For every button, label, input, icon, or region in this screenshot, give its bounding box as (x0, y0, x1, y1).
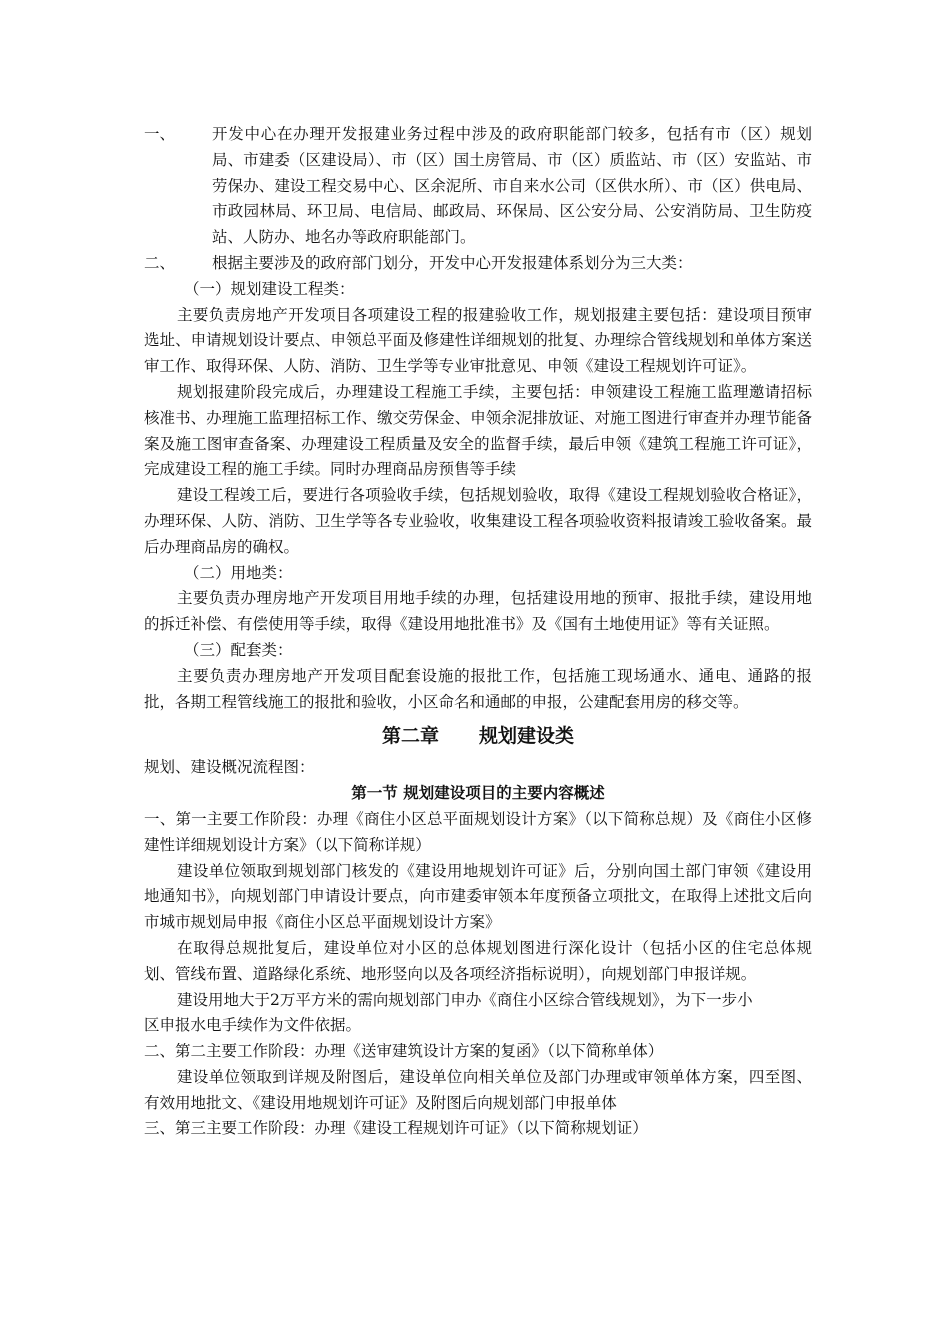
category-heading: （二）用地类： (184, 563, 293, 582)
document-body (144, 122, 812, 1142)
chapter-number: 第二章 (381, 725, 439, 748)
stage-title: 二、第二主要工作阶段：办理《送审建筑设计方案的复函》（以下简称单体） (144, 1042, 664, 1061)
paragraph: 建设工程竣工后，要进行各项验收手续，包括规划验收，取得《建设工程规划验收合格证》，办理环保、人防、消防、卫生学等各专业验收，收集建设工程各项验收资料报请竣工验收备案。最后办理商品房的确权。 (144, 486, 812, 556)
item-number: 一、 (144, 125, 176, 143)
chapter-heading (144, 721, 812, 751)
chapter-title: 规划建设类 (479, 725, 575, 748)
paragraph: 建设用地大于2万平方米的需向规划部门申办《商住小区综合管线规划》，为下一步小 (177, 990, 753, 1009)
paragraph: 规划报建阶段完成后，办理建设工程施工手续，主要包括：申领建设工程施工监理邀请招标核准书、办理施工监理招标工作、缴交劳保金、申领余泥排放证、对施工图进行审查并办理节能备案及施工图审查备案、办理建设工程质量及安全的监督手续，最后申领《建筑工程施工许可证》，完成建设工程的施工手续。同时办理商品房预售等手续 (144, 382, 812, 479)
category-heading: （三）配套类： (184, 640, 293, 659)
paragraph: 建设单位领取到详规及附图后，建设单位向相关单位及部门办理或审领单体方案，四至图、有效用地批文、《建设用地规划许可证》及附图后向规划部门申报单体 (144, 1067, 812, 1112)
stage-title: 一、第一主要工作阶段：办理《商住小区总平面规划设计方案》（以下简称总规）及《商住小区修建性详细规划设计方案》（以下简称详规） (144, 809, 812, 854)
item-text: 开发中心在办理开发报建业务过程中涉及的政府职能部门较多，包括有市（区）规划局、市建委（区建设局）、市（区）国土房管局、市（区）质监站、市（区）安监站、市劳保办、建设工程交易中心、区余泥所、市自来水公司（区供水所）、市（区）供电局、市政园林局、环卫局、电信局、邮政局、环保局、区公安分局、公安消防局、卫生防疫站、人防办、地名办等政府职能部门。 (212, 125, 812, 247)
item-number: 二、 (144, 253, 176, 272)
stage-title: 三、第三主要工作阶段：办理《建设工程规划许可证》（以下简称规划证） (144, 1119, 648, 1138)
item-text: 根据主要涉及的政府部门划分，开发中心开发报建体系划分为三大类： (212, 253, 693, 272)
flowchart-label: 规划、建设概况流程图： (144, 758, 315, 777)
paragraph: 主要负责办理房地产开发项目配套设施的报批工作，包括施工现场通水、通电、通路的报批，各期工程管线施工的报批和验收，小区命名和通邮的申报，公建配套用房的移交等。 (144, 666, 812, 711)
item-2 (144, 251, 812, 277)
paragraph: 区申报水电手续作为文件依据。 (144, 1016, 362, 1035)
item-1 (144, 122, 812, 251)
category-heading: （一）规划建设工程类： (184, 279, 355, 298)
section-heading: 第一节 规划建设项目的主要内容概述 (351, 784, 605, 803)
paragraph: 主要负责房地产开发项目各项建设工程的报建验收工作，规划报建主要包括：建设项目预审选址、申请规划设计要点、申领总平面及修建性详细规划的批复、办理综合管线规划和单体方案送审工作、取得环保、人防、消防、卫生学等专业审批意见、申领《建设工程规划许可证》。 (144, 305, 812, 376)
paragraph: 主要负责办理房地产开发项目用地手续的办理，包括建设用地的预审、报批手续，建设用地的拆迁补偿、有偿使用等手续，取得《建设用地批准书》及《国有土地使用证》等有关证照。 (144, 589, 812, 634)
paragraph: 建设单位领取到规划部门核发的《建设用地规划许可证》后，分别向国土部门审领《建设用地通知书》，向规划部门申请设计要点，向市建委审领本年度预备立项批文，在取得上述批文后向市城市规划局申报《商住小区总平面规划设计方案》 (144, 861, 812, 932)
paragraph: 在取得总规批复后，建设单位对小区的总体规划图进行深化设计（包括小区的住宅总体规划、管线布置、道路绿化系统、地形竖向以及各项经济指标说明），向规划部门申报详规。 (144, 938, 812, 983)
